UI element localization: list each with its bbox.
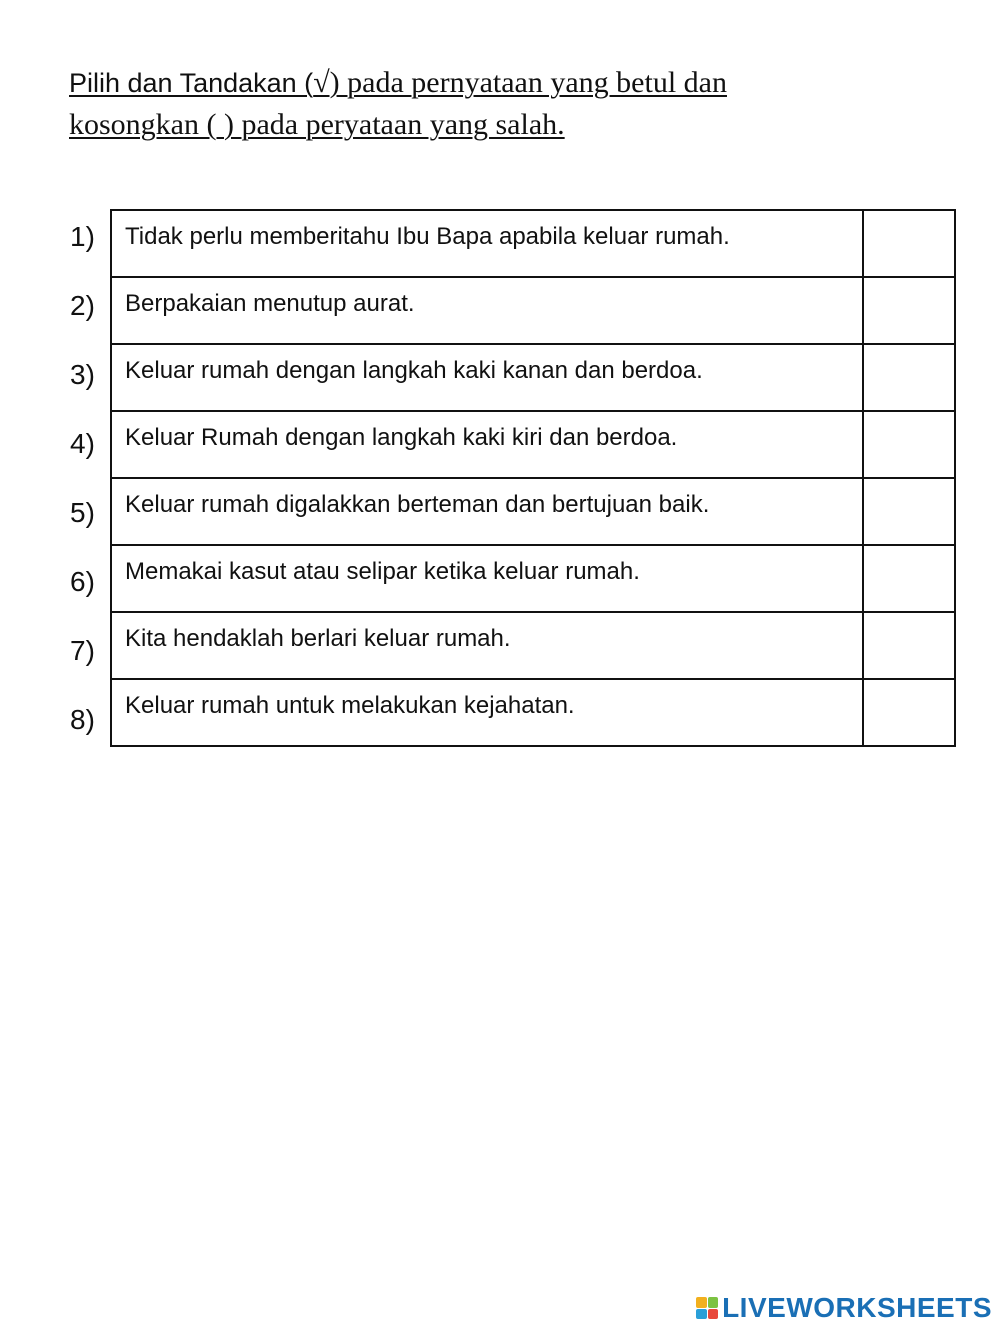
row-number: 7) <box>70 635 95 666</box>
statement-text: Memakai kasut atau selipar ketika keluar rumah. <box>111 545 863 612</box>
table-row <box>111 545 955 612</box>
table-row <box>111 411 955 478</box>
liveworksheets-logo-icon <box>696 1297 718 1319</box>
statement-text: Kita hendaklah berlari keluar rumah. <box>111 612 863 679</box>
instructions <box>69 62 949 146</box>
row-numbers <box>60 209 108 761</box>
instructions-line-2 <box>69 104 949 146</box>
row-number: 1) <box>70 221 95 252</box>
instructions-line-1 <box>69 62 949 104</box>
row-number: 4) <box>70 428 95 459</box>
statement-text: Keluar rumah untuk melakukan kejahatan. <box>111 679 863 746</box>
table-row <box>111 679 955 746</box>
answer-box[interactable] <box>863 679 955 746</box>
instructions-line-1-serif: √) pada pernyataan yang betul dan <box>313 66 727 99</box>
row-number: 2) <box>70 290 95 321</box>
answer-box[interactable] <box>863 210 955 277</box>
statements-table <box>110 209 956 747</box>
statement-text: Tidak perlu memberitahu Ibu Bapa apabila keluar rumah. <box>111 210 863 277</box>
table-row <box>111 210 955 277</box>
statement-text: Berpakaian menutup aurat. <box>111 277 863 344</box>
table-row <box>111 478 955 545</box>
answer-box[interactable] <box>863 612 955 679</box>
answer-box[interactable] <box>863 344 955 411</box>
statement-text: Keluar rumah dengan langkah kaki kanan dan berdoa. <box>111 344 863 411</box>
row-number: 5) <box>70 497 95 528</box>
answer-box[interactable] <box>863 277 955 344</box>
liveworksheets-logo <box>696 1292 992 1324</box>
answer-box[interactable] <box>863 545 955 612</box>
statement-text: Keluar rumah digalakkan berteman dan bertujuan baik. <box>111 478 863 545</box>
instructions-line-2-serif: kosongkan ( ) pada peryataan yang salah. <box>69 108 565 141</box>
table-row <box>111 277 955 344</box>
answer-box[interactable] <box>863 411 955 478</box>
answer-box[interactable] <box>863 478 955 545</box>
table-row <box>111 612 955 679</box>
statement-text: Keluar Rumah dengan langkah kaki kiri dan berdoa. <box>111 411 863 478</box>
instructions-line-1-sans: Pilih dan Tandakan ( <box>69 68 314 98</box>
table-row <box>111 344 955 411</box>
row-number: 6) <box>70 566 95 597</box>
row-number: 3) <box>70 359 95 390</box>
liveworksheets-logo-text: LIVEWORKSHEETS <box>722 1292 992 1323</box>
row-number: 8) <box>70 704 95 735</box>
